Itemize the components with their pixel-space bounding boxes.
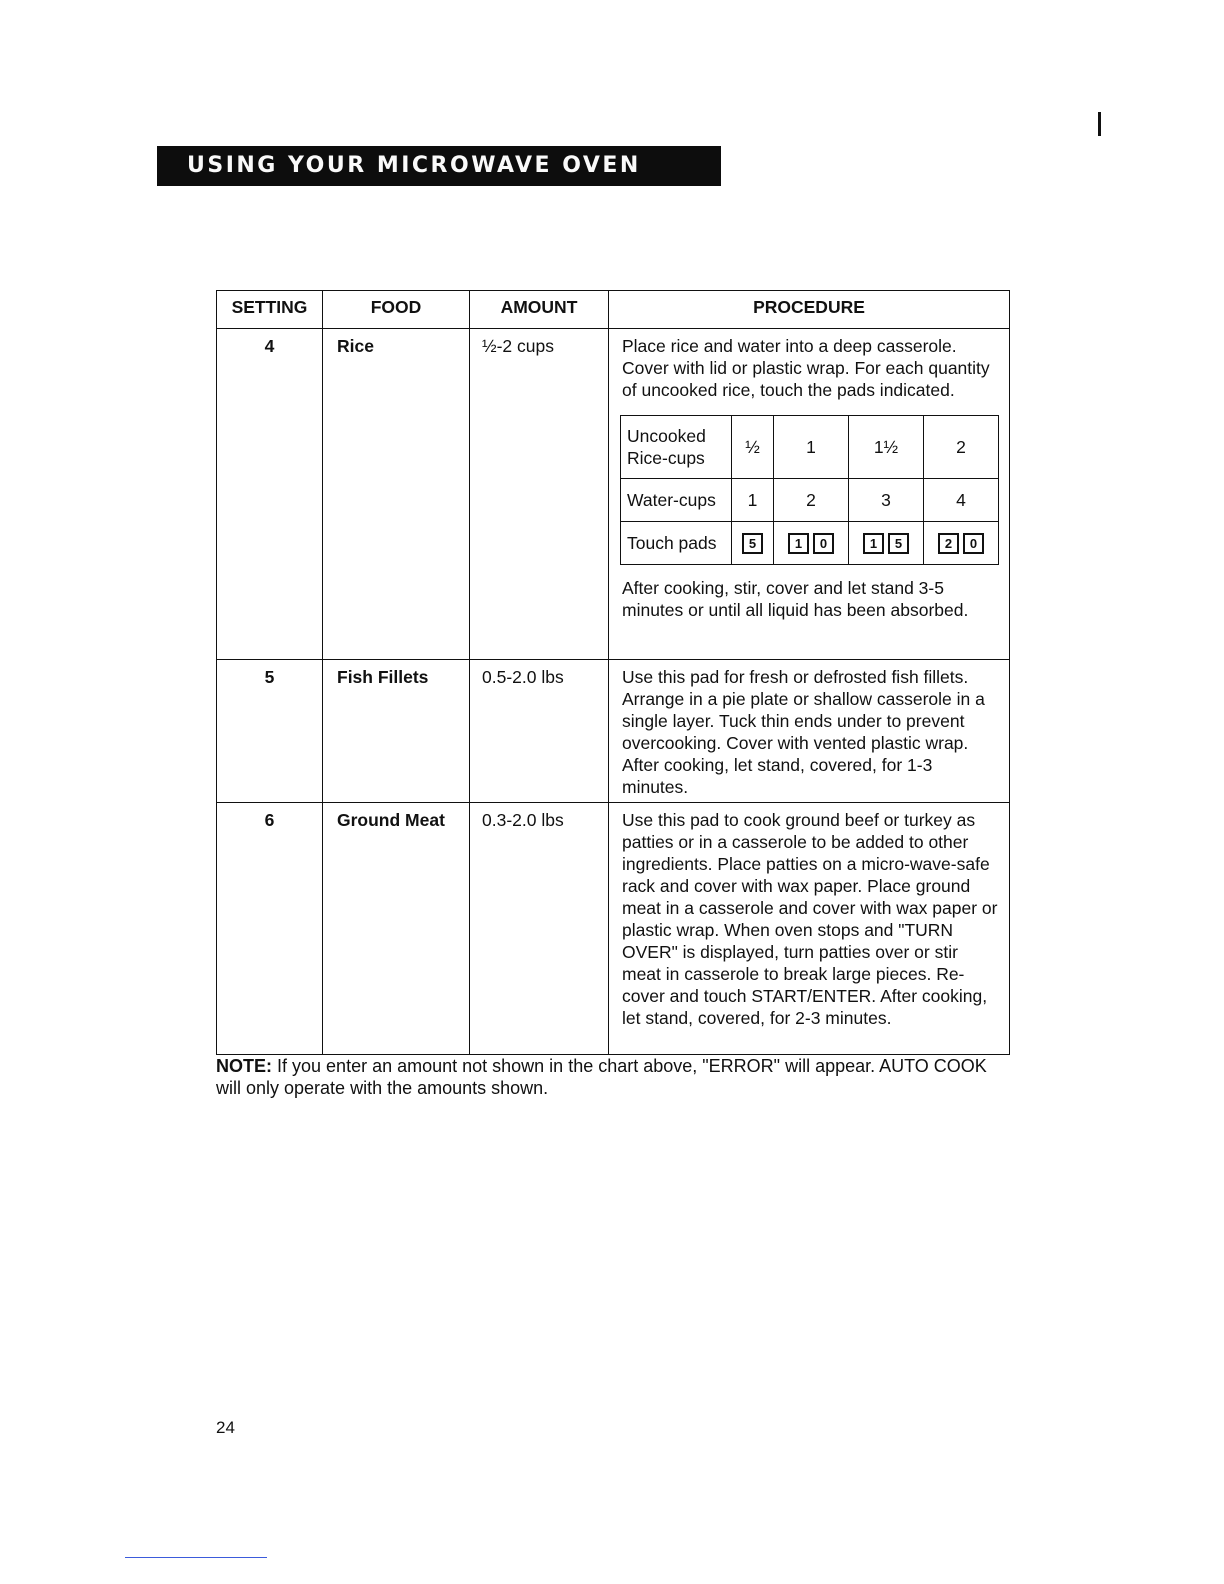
procedure-cell <box>609 803 1010 1055</box>
amount-cell: 0.3-2.0 lbs <box>470 803 609 1055</box>
auto-cook-table <box>216 290 1010 1055</box>
margin-mark <box>1098 112 1101 136</box>
procedure-text: Use this pad for fresh or defrosted fish fillets. Arrange in a pie plate or shallow casserole in a single layer. Tuck thin ends under to prevent overcooking. Cover with vented plastic wrap. After cooking, let stand, covered, for 1-3 minutes. <box>622 667 985 797</box>
header-procedure: PROCEDURE <box>609 291 1010 329</box>
touch-pads-cell <box>774 522 849 565</box>
note-label: NOTE: <box>216 1056 272 1076</box>
water-value: 1 <box>732 479 774 522</box>
procedure-outro: After cooking, stir, cover and let stand 3-5 minutes or until all liquid has been absorbed. <box>622 578 969 620</box>
uncooked-value: 1 <box>774 416 849 479</box>
uncooked-value: 2 <box>924 416 999 479</box>
setting-cell: 5 <box>217 660 323 803</box>
keypad-1-icon: 1 <box>863 533 884 554</box>
setting-cell: 4 <box>217 329 323 660</box>
amount-cell: ½-2 cups <box>470 329 609 660</box>
touch-pads-row <box>621 522 999 565</box>
food-cell: Ground Meat <box>323 803 470 1055</box>
keypad-2-icon: 2 <box>938 533 959 554</box>
procedure-cell <box>609 660 1010 803</box>
touch-pads-cell <box>924 522 999 565</box>
header-amount: AMOUNT <box>470 291 609 329</box>
note-text: If you enter an amount not shown in the chart above, "ERROR" will appear. AUTO COOK will only operate with the amounts shown. <box>216 1056 987 1098</box>
procedure-text: Use this pad to cook ground beef or turkey as patties or in a casserole to be added to other ingredients. Place patties on a micro-wave-safe rack and cover with wax paper. Place ground meat in a casserole and cover with wax paper or plastic wrap. When oven stops and "TURN OVER" is displayed, turn patties over or stir meat in casserole to break large pieces. Re-cover and touch START/ENTER. After cooking, let stand, covered, for 2-3 minutes. <box>622 810 998 1028</box>
procedure-intro: Place rice and water into a deep casserole. Cover with lid or plastic wrap. For each quantity of uncooked rice, touch the pads indicated. <box>622 336 990 400</box>
touch-pads-label: Touch pads <box>621 522 732 565</box>
water-value: 2 <box>774 479 849 522</box>
keypad-5-icon: 5 <box>888 533 909 554</box>
rice-chart <box>620 415 999 565</box>
touch-pads-cell <box>849 522 924 565</box>
header-food: FOOD <box>323 291 470 329</box>
table-row <box>217 660 1010 803</box>
table-row <box>217 329 1010 660</box>
table-row <box>217 803 1010 1055</box>
note-paragraph <box>216 1055 1006 1099</box>
page-number: 24 <box>216 1418 235 1437</box>
uncooked-row <box>621 416 999 479</box>
water-value: 3 <box>849 479 924 522</box>
food-cell: Fish Fillets <box>323 660 470 803</box>
setting-cell: 6 <box>217 803 323 1055</box>
table-header-row <box>217 291 1010 329</box>
water-value: 4 <box>924 479 999 522</box>
amount-cell: 0.5-2.0 lbs <box>470 660 609 803</box>
uncooked-label <box>621 416 732 479</box>
touch-pads-cell <box>732 522 774 565</box>
uncooked-value: ½ <box>732 416 774 479</box>
uncooked-value: 1½ <box>849 416 924 479</box>
food-cell: Rice <box>323 329 470 660</box>
footer-rule <box>125 1557 267 1558</box>
water-label: Water-cups <box>621 479 732 522</box>
keypad-0-icon: 0 <box>813 533 834 554</box>
keypad-5-icon: 5 <box>742 533 763 554</box>
keypad-0-icon: 0 <box>963 533 984 554</box>
keypad-1-icon: 1 <box>788 533 809 554</box>
section-title: USING YOUR MICROWAVE OVEN <box>187 153 641 178</box>
procedure-cell <box>609 329 1010 660</box>
uncooked-label-line2: Rice-cups <box>627 448 705 468</box>
uncooked-label-line1: Uncooked <box>627 426 706 446</box>
header-setting: SETTING <box>217 291 323 329</box>
water-row <box>621 479 999 522</box>
section-header-bar <box>157 146 721 186</box>
